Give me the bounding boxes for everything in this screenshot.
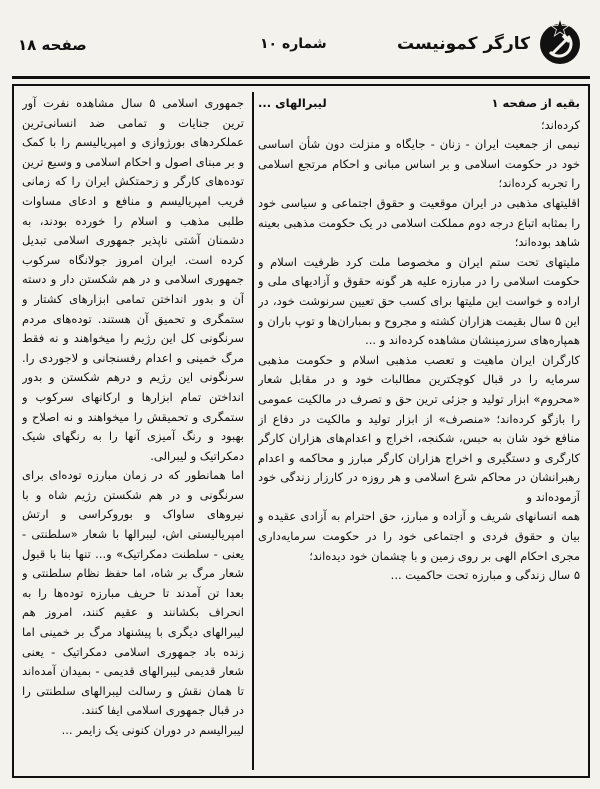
paragraph: نیمی از جمعیت ایران - زنان - جایگاه و منزلت دون شأن اساسی خود در حکومت اسلامی و بر اساس مبانی و احکام مرتجع اسلامی را تجربه کرده‌اند؛ (258, 137, 580, 191)
page-number: صفحه ۱۸ (18, 36, 87, 54)
paragraph: لیبرالیسم در دوران کنونی یک زایمر ... (61, 723, 244, 737)
issue-number: شماره ۱۰ (260, 36, 327, 52)
paragraph: ۵ سال زندگی و مبارزه تحت حاکمیت ... (390, 568, 580, 583)
column-divider (252, 92, 254, 770)
newspaper-name: کارگر کمونیست (397, 34, 530, 54)
right-column (258, 94, 580, 770)
paragraph: همه انسانهای شریف و آزاده و مبارز، حق احترام به آزادی عقیده و بیان و حقوق فردی و اجتماعی خود را در حکومت سرمایه‌داری مجری احکام الهی بر روی زمین و با چشمان خود دیده‌اند؛ (258, 509, 580, 563)
left-column (22, 94, 244, 770)
hammer-sickle-star-icon (536, 18, 584, 66)
paragraph: جمهوری اسلامی ۵ سال مشاهده نفرت آور ترین جنایات و تمامی ضد انسانی‌ترین عملکردهای بورژوازی و امپریالیسم را با کمک و بر مبنای اصول و احکام اسلامی و وسیع ترین توده‌های کارگر و زحمتکش ایران را که زمانی فریب امپریالیسم و منافع و ادعای مساوات طلبی مذهب و اسلام را خورده بودند، به دشمنان آشتی ناپذیر جمهوری اسلامی تبدیل کرده است. ایران امروز جولانگاه سرکوب جمهوری اسلامی و در هم شکستن دار و دسته آن و بدور انداختن تمامی ابزارهای کشتار و ستمگری و تحمیق آن هستند. توده‌های مردم سرنگونی کل این رژیم را میخواهند و نه فقط مرگ خمینی و اعدام رفسنجانی و لاجوردی را. سرنگونی این رژیم و درهم شکستن و بدور انداختن تمام ابزارها و ارکانهای سرکوب و ستمگری و تحمیقش را میخواهند و نه اصلاح و بهبود و رنگ آمیزی آنها را به رنگهای شیک دمکراتیک و لیبرالی. (22, 96, 244, 463)
article-heading: لیبرالهای ... (258, 96, 327, 110)
paragraph: اما همانطور که در زمان مبارزه توده‌ای برای سرنگونی و در هم شکستن رژیم شاه و با نیروهای ساواک و بوروکراسی و ارتش امپریالیستی اش، لیبرالها با شعار «سلطنتی - یعنی - سلطنت دمکراتیک» و... تنها بنا با قبول شعار مرگ بر شاه، اما حفظ نظام سلطنتی و بعدا تن آمدند تا حریف مبارزه توده‌ها را به انحراف بکشانند و عقیم کنند، امروز هم لیبرالهای دیگری با پیشنهاد مرگ بر خمینی اما زنده باد جمهوری اسلامی دمکراتیک - یعنی شعار قدیمی لیبرالهای قدیمی - بمیدان آمده‌اند تا همان نقش و رسالت لیبرالهای سلطنتی را در قبال جمهوری اسلامی ایفا کنند. (22, 468, 244, 718)
paragraph: کرده‌اند؛ (540, 117, 580, 132)
continuation-header (258, 94, 580, 114)
masthead-rule (12, 76, 590, 79)
paragraph: ملیتهای تحت ستم ایران و مخصوصا ملت کرد ظرفیت اسلام و حکومت اسلامی را در مبارزه علیه هر گونه حقوق و آزادیهای ملی و اراده و خواست این ملیتها برای کسب حق تعیین سرنوشت خود، در این ۵ سال بقیمت هزاران کشته و مجروح و بمباران‌ها و توپ باران و همپاره‌های سرزمینشان مشاهده کرده‌اند و ... (258, 254, 580, 348)
article-frame (12, 84, 590, 778)
paragraph: کارگران ایران ماهیت و تعصب مذهبی اسلام و حکومت مذهبی سرمایه را در قبال کوچکترین مطالبات خود و در مقابل شعار «محروم» ابزار تولید و جزئی ترین حق و تصرف در مالکیت عمومی را بازگو کرده‌اند؛ «منصرف» از ابزار تولید و مالکیت در دفاع از منافع خود شان به حبس، شکنجه، اخراج و اعدام‌های هزاران کارگر کارگری و دستگیری و اخراج هزاران کارگر مبارز و محاکمه و اعدام رهبرانشان در محاکم شرع اسلامی و هر روزه در کارزار زندگی خود آزموده‌اند و (258, 352, 580, 504)
paragraph: اقلیتهای مذهبی در ایران موقعیت و حقوق اجتماعی و سیاسی خود را بمثابه اتباع درجه دوم مملکت اسلامی در یک حکومت مذهبی بعینه شاهد بوده‌اند؛ (258, 195, 580, 250)
continued-label: بقیه از صفحه ۱ (491, 96, 580, 110)
masthead (12, 14, 590, 74)
newspaper-page (12, 14, 590, 782)
